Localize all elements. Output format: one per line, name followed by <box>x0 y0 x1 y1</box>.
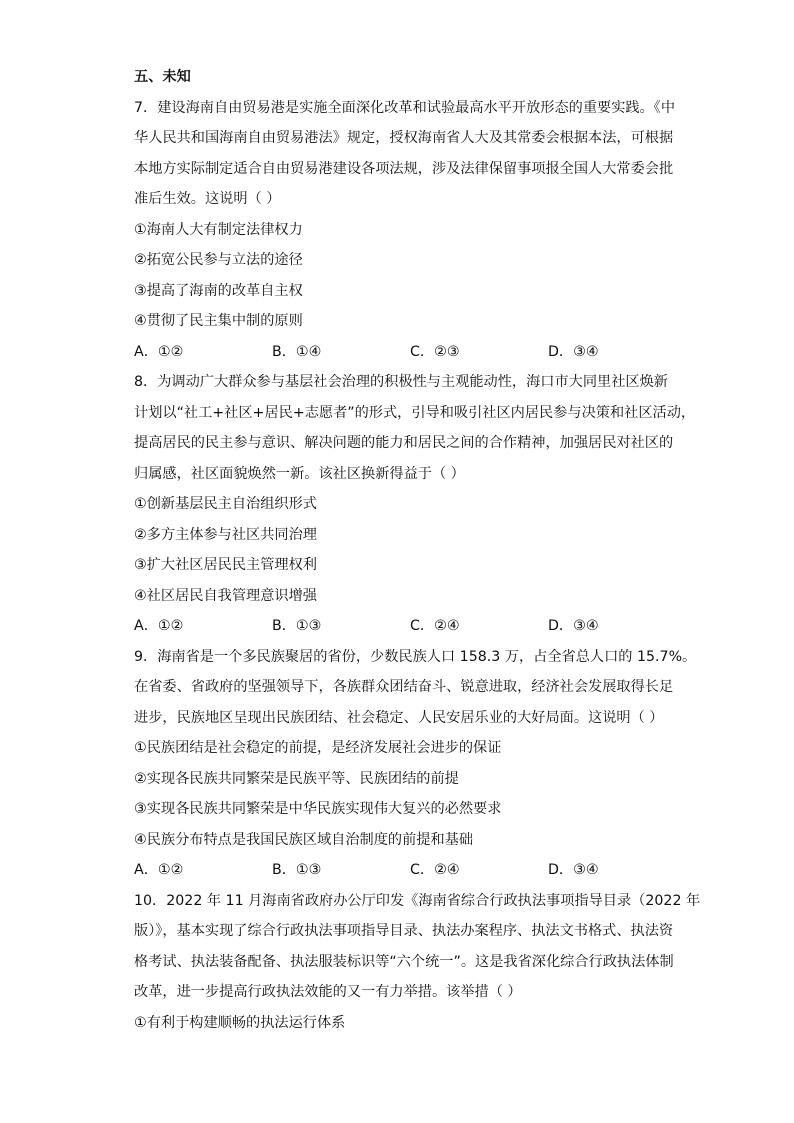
answer-choice[interactable]: A．①② <box>134 343 184 360</box>
answer-choice[interactable]: A．①② <box>134 862 184 878</box>
question-stem-line: 8．为调动广大群众参与基层社会治理的积极性与主观能动性，海口市大同里社区焕新 <box>134 374 668 390</box>
question-stem-line: 提高居民的民主参与意识、解决问题的能力和居民之间的合作精神，加强居民对社区的 <box>134 435 674 451</box>
statement-option: ①海南人大有制定法律权力 <box>134 221 303 238</box>
question-stem-line: 华人民共和国海南自由贸易港法》规定，授权海南省人大及其常委会根据本法，可根据 <box>134 130 674 146</box>
question-stem-line: 格考试、执法装备配备、执法服装标识等“六个统一”。这是我省深化综合行政执法体制 <box>134 953 674 970</box>
answer-choices <box>134 855 674 886</box>
question-block <box>134 93 674 368</box>
statement-option: ①有利于构建顺畅的执法运行体系 <box>134 1014 346 1031</box>
answer-choice[interactable]: B．①④ <box>272 343 322 360</box>
question-stem-line: 本地方实际制定适合自由贸易港建设各项法规，涉及法律保留事项报全国人大常委会批 <box>134 160 674 177</box>
question-block <box>134 886 701 1039</box>
answer-choice[interactable]: D．③④ <box>548 343 599 360</box>
statement-option: ④贯彻了民主集中制的原则 <box>134 313 303 329</box>
statement-option: ②拓宽公民参与立法的途径 <box>134 252 303 268</box>
answer-choice[interactable]: D．③④ <box>548 862 599 878</box>
page-content <box>134 62 701 1038</box>
question-stem-line: 10．2022 年 11 月海南省政府办公厅印发《海南省综合行政执法事项指导目录（2022 年 <box>134 892 701 909</box>
section-title: 五、未知 <box>134 69 191 85</box>
answer-choice[interactable]: B．①③ <box>272 618 322 634</box>
question-block <box>134 367 696 642</box>
question-stem-line: 改革，进一步提高行政执法效能的又一有力举措。该举措（ ） <box>134 984 522 1000</box>
question-stem-line: 准后生效。这说明（ ） <box>134 191 281 207</box>
question-stem-line: 9．海南省是一个多民族聚居的省份，少数民族人口 158.3 万，占全省总人口的 15.7%。 <box>134 648 697 665</box>
question-stem-line: 在省委、省政府的坚强领导下，各族群众团结奋斗、锐意进取，经济社会发展取得长足 <box>134 679 674 695</box>
answer-choice[interactable]: D．③④ <box>548 618 599 634</box>
answer-choices <box>134 611 674 642</box>
question-list <box>134 93 701 1039</box>
question-stem-line: 进步，民族地区呈现出民族团结、社会稳定、人民安居乐业的大好局面。这说明（ ） <box>134 709 664 726</box>
statement-option: ④民族分布特点是我国民族区域自治制度的前提和基础 <box>134 831 474 848</box>
answer-choices <box>134 337 674 368</box>
statement-option: ③提高了海南的改革自主权 <box>134 282 303 299</box>
answer-choice[interactable]: C．②④ <box>410 618 460 634</box>
statement-option: ②实现各民族共同繁荣是民族平等、民族团结的前提 <box>134 770 459 787</box>
answer-choice[interactable]: A．①② <box>134 618 184 634</box>
question-stem-line: 归属感，社区面貌焕然一新。该社区换新得益于（ ） <box>134 465 465 482</box>
statement-option: ①创新基层民主自治组织形式 <box>134 496 317 512</box>
answer-choice[interactable]: C．②④ <box>410 862 460 878</box>
question-stem-line: 7．建设海南自由贸易港是实施全面深化改革和试验最高水平开放形态的重要实践。《中 <box>134 99 676 116</box>
question-block <box>134 642 697 886</box>
answer-choice[interactable]: B．①③ <box>272 862 322 878</box>
question-stem-line: 版）》，基本实现了综合行政执法事项指导目录、执法办案程序、执法文书格式、执法资 <box>134 923 674 939</box>
statement-option: ②多方主体参与社区共同治理 <box>134 526 317 543</box>
statement-option: ③扩大社区居民民主管理权利 <box>134 557 317 573</box>
question-stem-line: 计划以“社工+社区+居民+志愿者”的形式，引导和吸引社区内居民参与决策和社区活动， <box>134 404 696 421</box>
statement-option: ④社区居民自我管理意识增强 <box>134 587 317 604</box>
answer-choice[interactable]: C．②③ <box>410 343 460 360</box>
statement-option: ①民族团结是社会稳定的前提，是经济发展社会进步的保证 <box>134 740 502 756</box>
statement-option: ③实现各民族共同繁荣是中华民族实现伟大复兴的必然要求 <box>134 801 502 817</box>
